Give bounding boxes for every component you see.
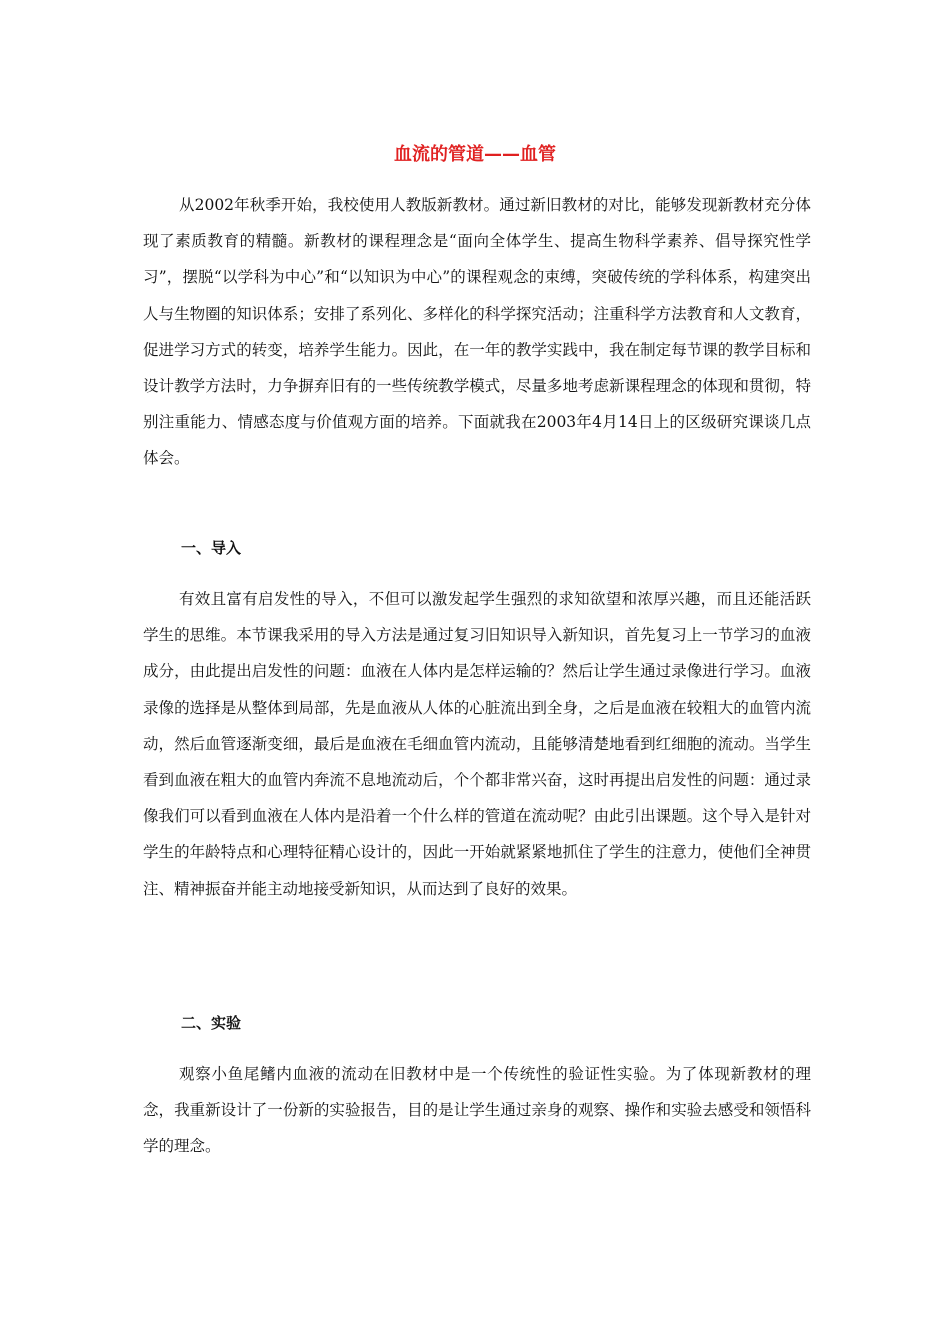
section-paragraph-introduction: 有效且富有启发性的导入，不但可以激发起学生强烈的求知欲望和浓厚兴趣，而且还能活跃学生的思维。本节课我采用的导入方法是通过复习旧知识导入新知识，首先复习上一节学习的血液成分，由此提出启发性的问题：血液在人体内是怎样运输的？然后让学生通过录像进行学习。血液录像的选择是从整体到局部，先是血液从人体的心脏流出到全身，之后是血液在较粗大的血管内流动，然后血管逐渐变细，最后是血液在毛细血管内流动，且能够清楚地看到红细胞的流动。当学生看到血液在粗大的血管内奔流不息地流动后，个个都非常兴奋，这时再提出启发性的问题：通过录像我们可以看到血液在人体内是沿着一个什么样的管道在流动呢？由此引出课题。这个导入是针对学生的年龄特点和心理特征精心设计的，因此一开始就紧紧地抓住了学生的注意力，使他们全神贯注、精神振奋并能主动地接受新知识，从而达到了良好的效果。 [143,590,811,898]
intro-paragraph: 从2002年秋季开始，我校使用人教版新教材。通过新旧教材的对比，能够发现新教材充分体现了素质教育的精髓。新教材的课程理念是“面向全体学生、提高生物科学素养、倡导探究性学习”，摆脱“以学科为中心”和“以知识为中心”的课程观念的束缚，突破传统的学科体系，构建突出人与生物圈的知识体系；安排了系列化、多样化的科学探究活动；注重科学方法教育和人文教育，促进学习方式的转变，培养学生能力。因此，在一年的教学实践中，我在制定每节课的教学目标和设计教学方法时，力争摒弃旧有的一些传统教学模式，尽量多地考虑新课程理念的体现和贯彻，特别注重能力、情感态度与价值观方面的培养。下面就我在2003年4月14日上的区级研究课谈几点体会。 [143,196,811,468]
section-paragraph-experiment: 观察小鱼尾鳍内血液的流动在旧教材中是一个传统性的验证性实验。为了体现新教材的理念，我重新设计了一份新的实验报告，目的是让学生通过亲身的观察、操作和实验去感受和领悟科学的理念。 [143,1065,811,1156]
document-title: 血流的管道——血管 [394,144,556,165]
section-heading-introduction: 一、导入 [181,539,242,557]
section-heading-experiment: 二、实验 [181,1014,242,1032]
